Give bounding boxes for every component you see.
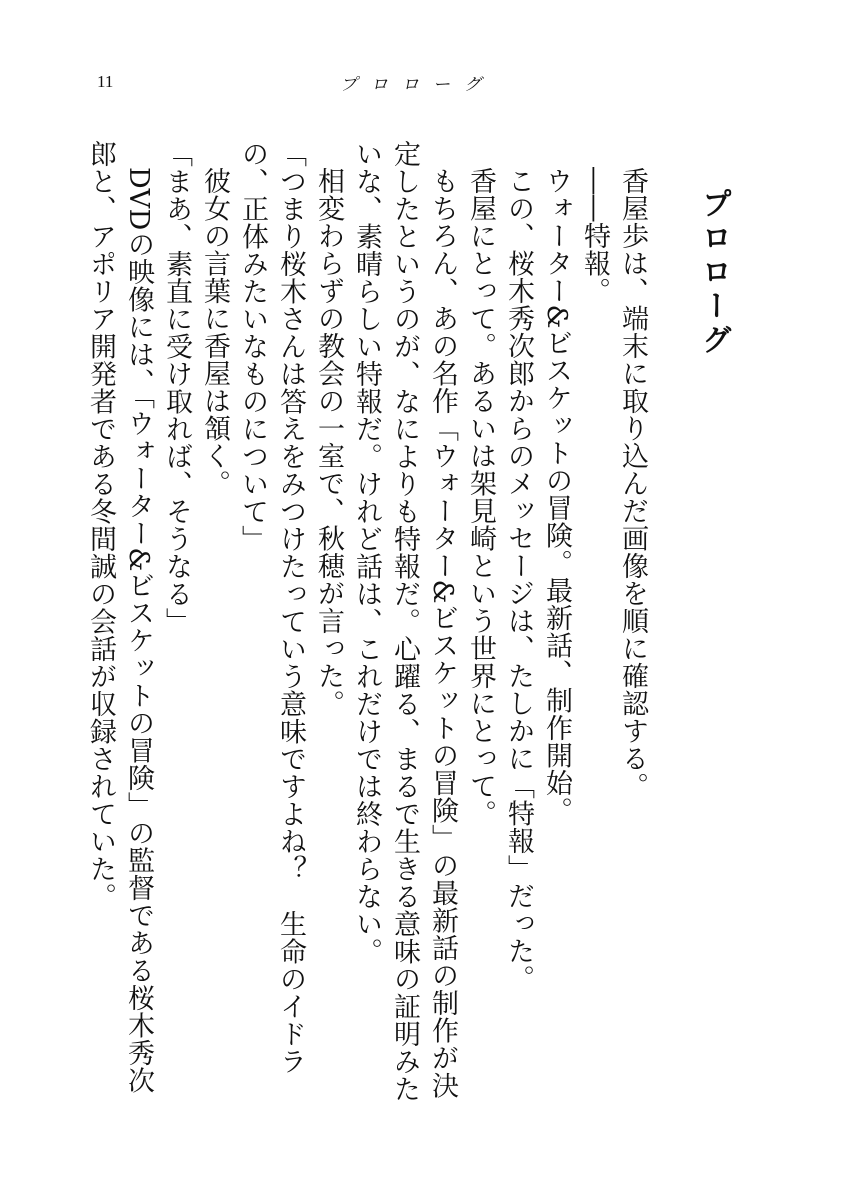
paragraph: DVDの映像には、「ウォーター&ビスケットの冒険」の監督である桜木秀次郎と、アポリア開発者である冬間誠の会話が収録されていた。 [85,140,154,1095]
paragraph: ウォーター&ビスケットの冒険。最新話、制作開始。 [541,167,572,825]
running-header: プロローグ [340,75,495,94]
page-number: 11 [97,72,114,91]
body-text [81,140,651,1120]
paragraph: この、桜木秀次郎からのメッセージは、たしかに「特報」だった。 [503,167,534,992]
paragraph: ――特報。 [579,167,610,305]
paragraph: 香屋にとって。あるいは架見崎という世界にとって。 [465,167,496,827]
paragraph: もちろん、あの名作「ウォーター&ビスケットの冒険」の最新話の制作が決定したというのが、なによりも特報だ。心躍る、まるで生きる意味の証明みたいな、素晴らしい特報だ。けれど話は、これだけでは終わらない。 [351,140,458,1103]
paragraph: 相変わらずの教会の一室で、秋穂が言った。 [313,167,344,717]
paragraph: 「つまり桜木さんは答えをみつけたっていう意味ですよね？ 生命のイドラの、正体みたいなものについて」 [237,140,306,1075]
paragraph: 彼女の言葉に香屋は頷く。 [199,167,230,497]
paragraph: 「まあ、素直に受け取れば、そうなる」 [161,140,192,635]
chapter-title: プロローグ [696,188,731,358]
paragraph: 香屋歩は、端末に取り込んだ画像を順に確認する。 [617,167,648,800]
